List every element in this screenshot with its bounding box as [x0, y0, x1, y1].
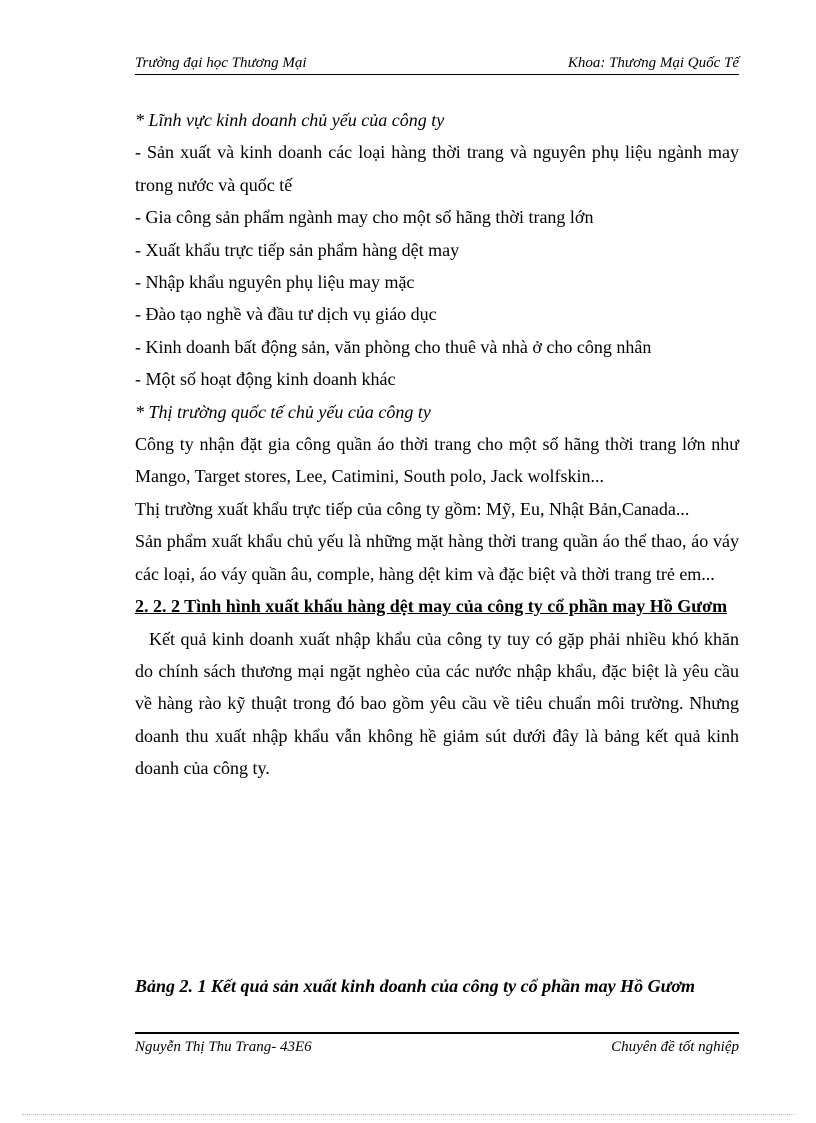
market-paragraph: Sản phẩm xuất khẩu chủ yếu là những mặt hàng thời trang quần áo thể thao, áo váy các loại, áo váy quần âu, comple, hàng dệt kim và đặc biệt và thời trang trẻ em...: [135, 531, 739, 584]
business-heading: * Lĩnh vực kinh doanh chủ yếu của công ty: [135, 110, 445, 130]
market-heading: * Thị trường quốc tế chủ yếu của công ty: [135, 401, 431, 422]
header-university: Trường đại học Thương Mại: [135, 55, 307, 71]
section-paragraph: Kết quả kinh doanh xuất nhập khẩu của công ty tuy có gặp phải nhiều khó khăn do chính sách thương mại ngặt nghèo của các nước nhập khẩu, đặc biệt là yêu cầu về hàng rào kỹ thuật trong đó bao gồm yêu cầu về tiêu chuẩn môi trường. Nhưng doanh thu xuất nhập khẩu vẫn không hề giảm sút dưới đây là bảng kết quả kinh doanh của công ty.: [135, 628, 739, 779]
document-body: [135, 104, 739, 785]
business-item: - Nhập khẩu nguyên phụ liệu may mặc: [135, 272, 415, 293]
table-caption: Bảng 2. 1 Kết quả sản xuất kinh doanh của công ty cổ phần may Hồ Gươm: [135, 976, 696, 996]
page-header: [135, 50, 739, 75]
business-item: - Kinh doanh bất động sản, văn phòng cho thuê và nhà ở cho công nhân: [135, 336, 652, 357]
section-heading: 2. 2. 2 Tình hình xuất khẩu hàng dệt may của công ty cổ phần may Hồ Gươm: [135, 596, 728, 617]
page-edge-divider: [22, 1114, 794, 1115]
header-faculty: Khoa: Thương Mại Quốc Tế: [567, 55, 739, 71]
business-item: - Gia công sản phẩm ngành may cho một số hãng thời trang lớn: [135, 207, 594, 228]
footer-author: Nguyễn Thị Thu Trang- 43E6: [135, 1039, 312, 1055]
footer-doc-type: Chuyên đề tốt nghiệp: [611, 1039, 739, 1055]
business-item: - Đào tạo nghề và đầu tư dịch vụ giáo dục: [135, 304, 437, 325]
page-footer: [135, 1039, 739, 1056]
business-item: - Một số hoạt động kinh doanh khác: [135, 369, 396, 390]
market-paragraph: Công ty nhận đặt gia công quần áo thời trang cho một số hãng thời trang lớn như Mango, Target stores, Lee, Catimini, South polo, Jack wolfskin...: [135, 434, 739, 487]
business-item: - Sản xuất và kinh doanh các loại hàng thời trang và nguyên phụ liệu ngành may trong nước và quốc tế: [135, 142, 739, 195]
business-item: - Xuất khẩu trực tiếp sản phẩm hàng dệt may: [135, 239, 460, 260]
footer-divider: [135, 1032, 739, 1034]
market-paragraph: Thị trường xuất khẩu trực tiếp của công ty gồm: Mỹ, Eu, Nhật Bản,Canada...: [135, 498, 690, 519]
